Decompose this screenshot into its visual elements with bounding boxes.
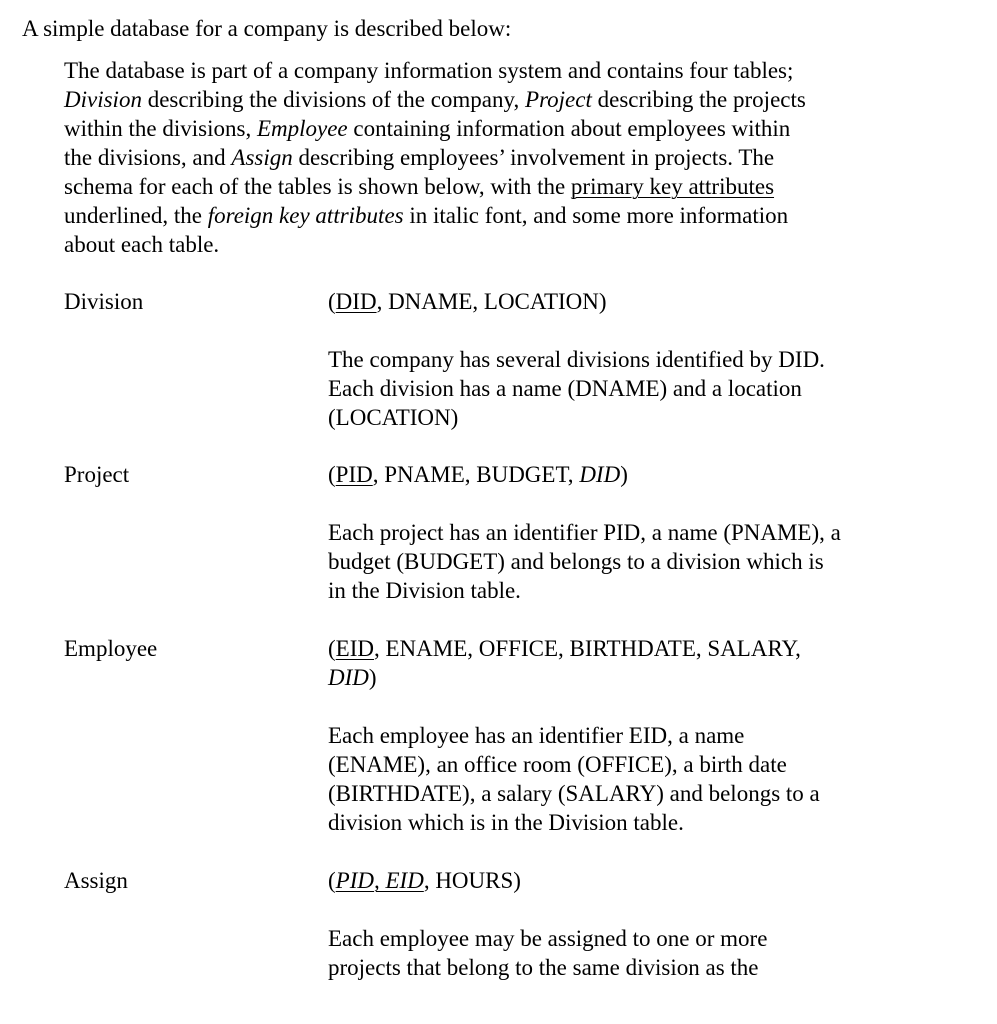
description-project-line-2: budget (BUDGET) and belongs to a division which is [328,549,824,574]
description-project-line-3: in the Division table. [328,578,521,603]
schema-paren: ) [368,665,377,690]
description-text: containing information about employees within [347,116,791,141]
table-label-assign: Assign [64,868,128,893]
table-label-employee: Employee [64,636,158,661]
schema-paren: ( [328,636,336,661]
description-text: describing employees’ involvement in projects. The [292,145,775,170]
description-text: describing the projects [591,87,806,112]
description-employee-line-1: Each employee has an identifier EID, a name [328,723,745,748]
schema-assign [328,866,521,895]
schema-attributes: , HOURS) [423,868,521,893]
description-division-line-1: The company has several divisions identified by DID. [328,347,825,372]
description-employee-line-3: (BIRTHDATE), a salary (SALARY) and belongs to a [328,781,820,806]
schema-employee-line-2 [328,663,377,692]
description-employee-line-2: (ENAME), an office room (OFFICE), a birth date [328,752,787,777]
description-line-1: The database is part of a company information system and contains four tables; [64,58,794,83]
description-line-7: about each table. [64,232,220,257]
description-division-line-3: (LOCATION) [328,405,459,430]
description-line-2 [64,85,806,114]
project-term: Project [525,87,592,112]
intro-sentence: A simple database for a company is described below: [22,16,512,41]
schema-division [328,287,607,316]
schema-primary-key: PID [335,462,373,487]
description-line-3 [64,114,790,143]
foreign-key-term: foreign key attributes [207,203,404,228]
table-label-project: Project [64,462,130,487]
schema-paren: ( [328,868,336,893]
schema-attributes: , DNAME, LOCATION) [376,289,607,314]
description-assign-line-2: projects that belong to the same division as the [328,955,759,980]
schema-paren: ( [328,289,336,314]
schema-paren: ) [620,462,628,487]
description-text: underlined, the [64,203,208,228]
description-line-5 [64,172,774,201]
schema-attributes: , ENAME, OFFICE, BIRTHDATE, SALARY, [374,636,801,661]
description-text: the divisions, and [64,145,232,170]
description-text: schema for each of the tables is shown below, with the [64,174,571,199]
description-text: describing the divisions of the company, [141,87,526,112]
description-assign-line-1: Each employee may be assigned to one or more [328,926,768,951]
schema-paren: ( [328,462,336,487]
description-line-6 [64,201,788,230]
schema-foreign-key: DID [328,665,369,690]
description-division-line-2: Each division has a name (DNAME) and a location [328,376,802,401]
schema-primary-key: EID [335,636,374,661]
description-text: within the divisions, [64,116,257,141]
schema-primary-key: DID [335,289,377,314]
schema-foreign-key: DID [579,462,621,487]
schema-project [328,460,628,489]
schema-employee-line-1 [328,634,801,663]
schema-attributes: , PNAME, BUDGET, [372,462,580,487]
division-term: Division [64,87,142,112]
description-text: in italic font, and some more information [403,203,789,228]
description-project-line-1: Each project has an identifier PID, a name (PNAME), a [328,520,841,545]
primary-key-term: primary key attributes [570,174,775,199]
table-label-division: Division [64,289,144,314]
schema-primary-foreign-key: PID, EID [335,868,424,893]
description-employee-line-4: division which is in the Division table. [328,810,684,835]
assign-term: Assign [231,145,293,170]
description-line-4 [64,143,774,172]
employee-term: Employee [256,116,348,141]
